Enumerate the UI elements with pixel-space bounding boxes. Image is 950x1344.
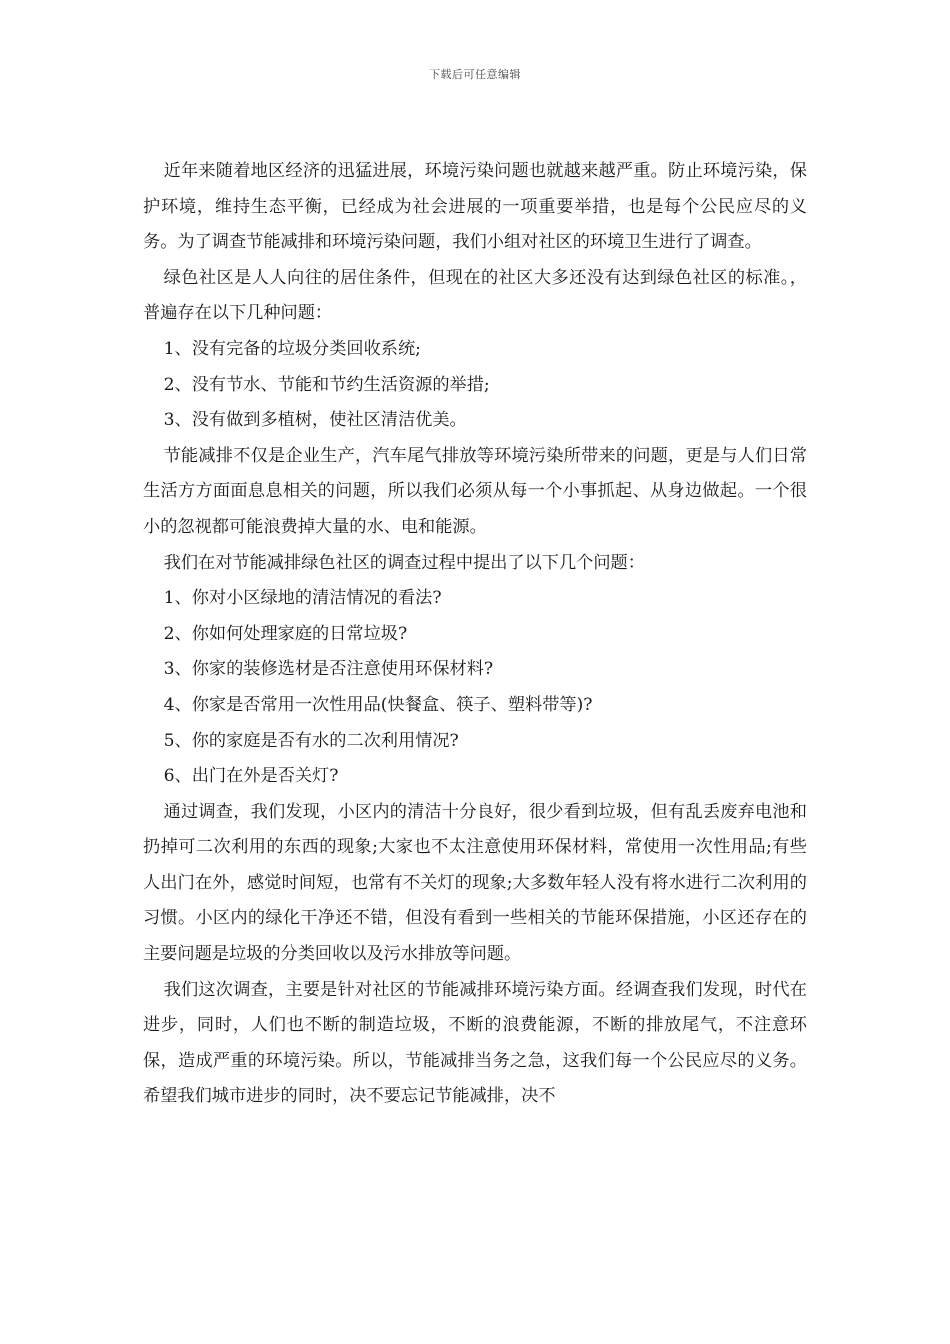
paragraph-intro: 近年来随着地区经济的迅猛进展，环境污染问题也就越来越严重。防止环境污染，保护环境，维持生态平衡，已经成为社会进展的一项重要举措，也是每个公民应尽的义务。为了调查节能减排和环境污染问题，我们小组对社区的环境卫生进行了调查。 <box>143 161 807 253</box>
question-list-item: 2、你如何处理家庭的日常垃圾? <box>163 623 408 644</box>
question-list-item: 5、你的家庭是否有水的二次利用情况? <box>163 730 459 751</box>
paragraph-conclusion: 我们这次调查，主要是针对社区的节能减排环境污染方面。经调查我们发现，时代在进步，同时，人们也不断的制造垃圾，不断的浪费能源，不断的排放尾气，不注意环保，造成严重的环境污染。所以，节能减排当务之急，这我们每一个公民应尽的义务。希望我们城市进步的同时，决不要忘记节能减排，决不 <box>143 979 807 1107</box>
question-list-item: 6、出门在外是否关灯? <box>163 766 339 787</box>
problem-list-item: 2、没有节水、节能和节约生活资源的举措; <box>163 374 490 395</box>
document-body <box>143 154 807 1115</box>
question-list-item: 4、你家是否常用一次性用品(快餐盒、筷子、塑料带等)? <box>163 694 593 715</box>
question-list-item: 3、你家的装修选材是否注意使用环保材料? <box>163 659 494 680</box>
paragraph-findings: 通过调查，我们发现，小区内的清洁十分良好，很少看到垃圾，但有乱丢废弃电池和扔掉可二次利用的东西的现象;大家也不太注意使用环保材料，常使用一次性用品;有些人出门在外，感觉时间短，也常有不关灯的现象;大多数年轻人没有将水进行二次利用的习惯。小区内的绿化干净还不错，但没有看到一些相关的节能环保措施，小区还存在的主要问题是垃圾的分类回收以及污水排放等问题。 <box>143 801 807 965</box>
paragraph-survey-questions-intro: 我们在对节能减排绿色社区的调查过程中提出了以下几个问题： <box>163 552 645 573</box>
page-header: 下载后可任意编辑 <box>429 68 521 81</box>
problem-list-item: 1、没有完备的垃圾分类回收系统; <box>163 338 421 359</box>
question-list-item: 1、你对小区绿地的清洁情况的看法? <box>163 588 442 609</box>
paragraph-green-community: 绿色社区是人人向往的居住条件，但现在的社区大多还没有达到绿色社区的标准。，普遍存在以下几种问题： <box>143 267 807 324</box>
problem-list-item: 3、没有做到多植树，使社区清洁优美。 <box>163 410 467 431</box>
paragraph-energy-saving: 节能减排不仅是企业生产，汽车尾气排放等环境污染所带来的问题，更是与人们日常生活方方面面息息相关的问题，所以我们必须从每一个小事抓起、从身边做起。一个很小的忽视都可能浪费掉大量的水、电和能源。 <box>143 445 807 537</box>
